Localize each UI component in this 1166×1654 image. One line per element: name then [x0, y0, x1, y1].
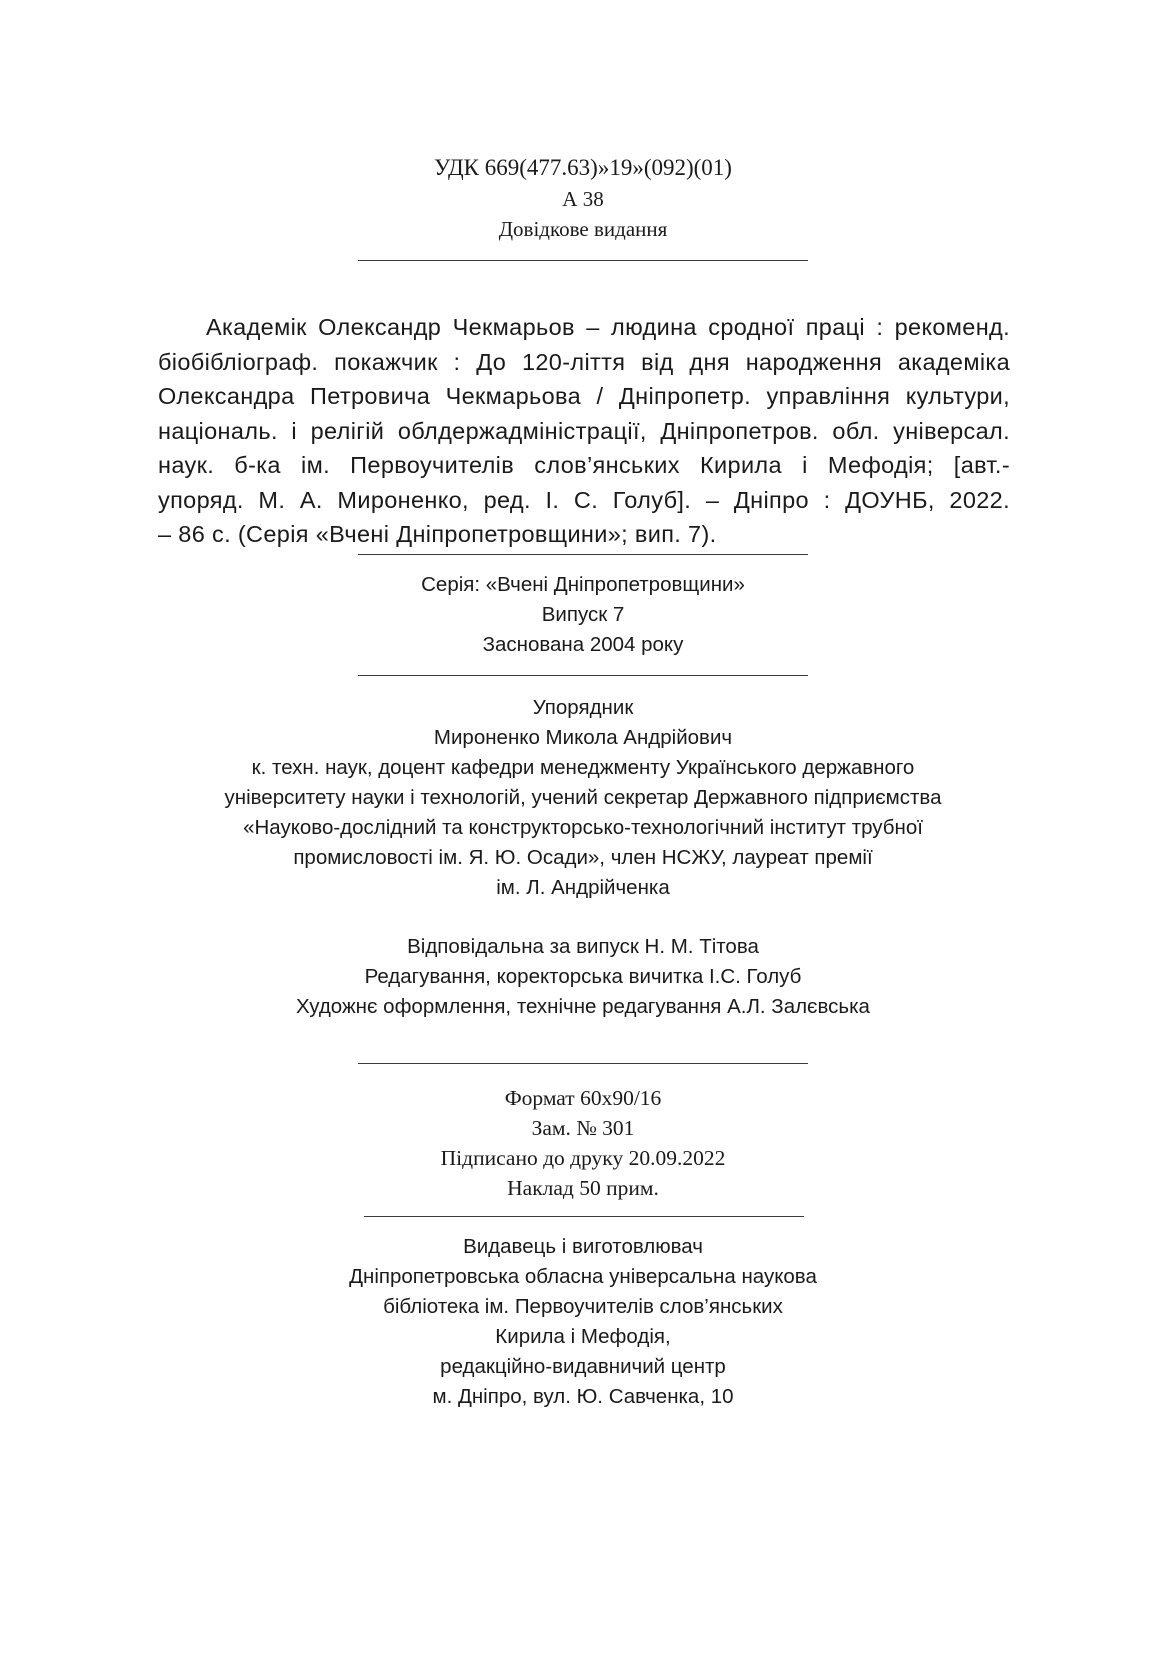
publisher-line: Кирила і Мефодія,	[495, 1325, 671, 1348]
compiler-name: Мироненко Микола Андрійович	[433, 726, 733, 749]
staff-line: Редагування, коректорська вичитка І.С. Голуб	[364, 965, 802, 988]
staff-line: Художнє оформлення, технічне редагування А.Л. Залєвська	[296, 995, 870, 1018]
divider	[358, 675, 808, 676]
print-format: Формат 60х90/16	[504, 1086, 662, 1110]
publisher-line: редакційно-видавничий центр	[440, 1355, 726, 1378]
description-line: національ. і релігій облдержадміністрації, Дніпропетров. обл. універсал.	[158, 417, 1010, 444]
description-line: біобібліограф. покажчик : До 120-ліття від дня народження академіка	[158, 348, 1010, 375]
divider	[358, 1063, 808, 1064]
series-info	[0, 570, 1166, 660]
compiler-bio-line: промисловості ім. Я. Ю. Осади», член НСЖУ, лауреат премії	[293, 846, 873, 869]
publisher-info	[0, 1232, 1166, 1412]
compiler-bio-line: ім. Л. Андрійченка	[496, 876, 670, 899]
author-mark: А 38	[562, 187, 604, 211]
compiler-heading: Упорядник	[532, 696, 634, 719]
publisher-address: м. Дніпро, вул. Ю. Савченка, 10	[432, 1385, 734, 1408]
series-issue: Випуск 7	[541, 603, 625, 626]
description-line: Олександра Петровича Чекмарьова / Дніпропетр. управління культури,	[158, 383, 1010, 409]
print-run: Наклад 50 прим.	[507, 1176, 659, 1200]
compiler-bio-line: «Науково-дослідний та конструкторсько-технологічний інститут трубної	[243, 816, 923, 839]
compiler-bio-line: університету науки і технологій, учений секретар Державного підприємства	[224, 786, 942, 809]
divider	[358, 260, 808, 261]
edition-kind: Довідкове видання	[498, 217, 668, 241]
print-details	[0, 1083, 1166, 1203]
staff-line: Відповідальна за випуск Н. М. Тітова	[407, 935, 759, 958]
publisher-line: Дніпропетровська обласна універсальна наукова	[349, 1265, 817, 1288]
series-founded: Заснована 2004 року	[482, 633, 684, 656]
udk-code: УДК 669(477.63)»19»(092)(01)	[434, 155, 732, 180]
series-title: Серія: «Вчені Дніпропетровщини»	[421, 573, 745, 596]
publisher-line: бібліотека ім. Первоучителів слов’янських	[383, 1295, 783, 1318]
description-line: – 86 с. (Серія «Вчені Дніпропетровщини»; вип. 7).	[158, 521, 717, 547]
editorial-staff	[0, 932, 1166, 1022]
order-number: Зам. № 301	[531, 1116, 635, 1140]
compiler-bio-line: к. техн. наук, доцент кафедри менеджменту Українського державного	[251, 756, 915, 779]
publisher-line: Видавець і виготовлювач	[463, 1235, 703, 1258]
divider	[358, 554, 808, 555]
compiler-info	[0, 693, 1166, 903]
description-line: наук. б-ка ім. Первоучителів слов’янських Кирила і Мефодія; [авт.-	[158, 452, 1010, 478]
divider	[364, 1216, 804, 1217]
description-line: упоряд. М. А. Мироненко, ред. І. С. Голуб]. – Дніпро : ДОУНБ, 2022.	[158, 486, 1010, 513]
signed-date: Підписано до друку 20.09.2022	[440, 1146, 726, 1170]
description-line: Академік Олександр Чекмарьов – людина сродної праці : рекоменд.	[206, 314, 1010, 340]
catalog-header	[0, 152, 1166, 244]
bibliographic-description	[158, 310, 1010, 552]
